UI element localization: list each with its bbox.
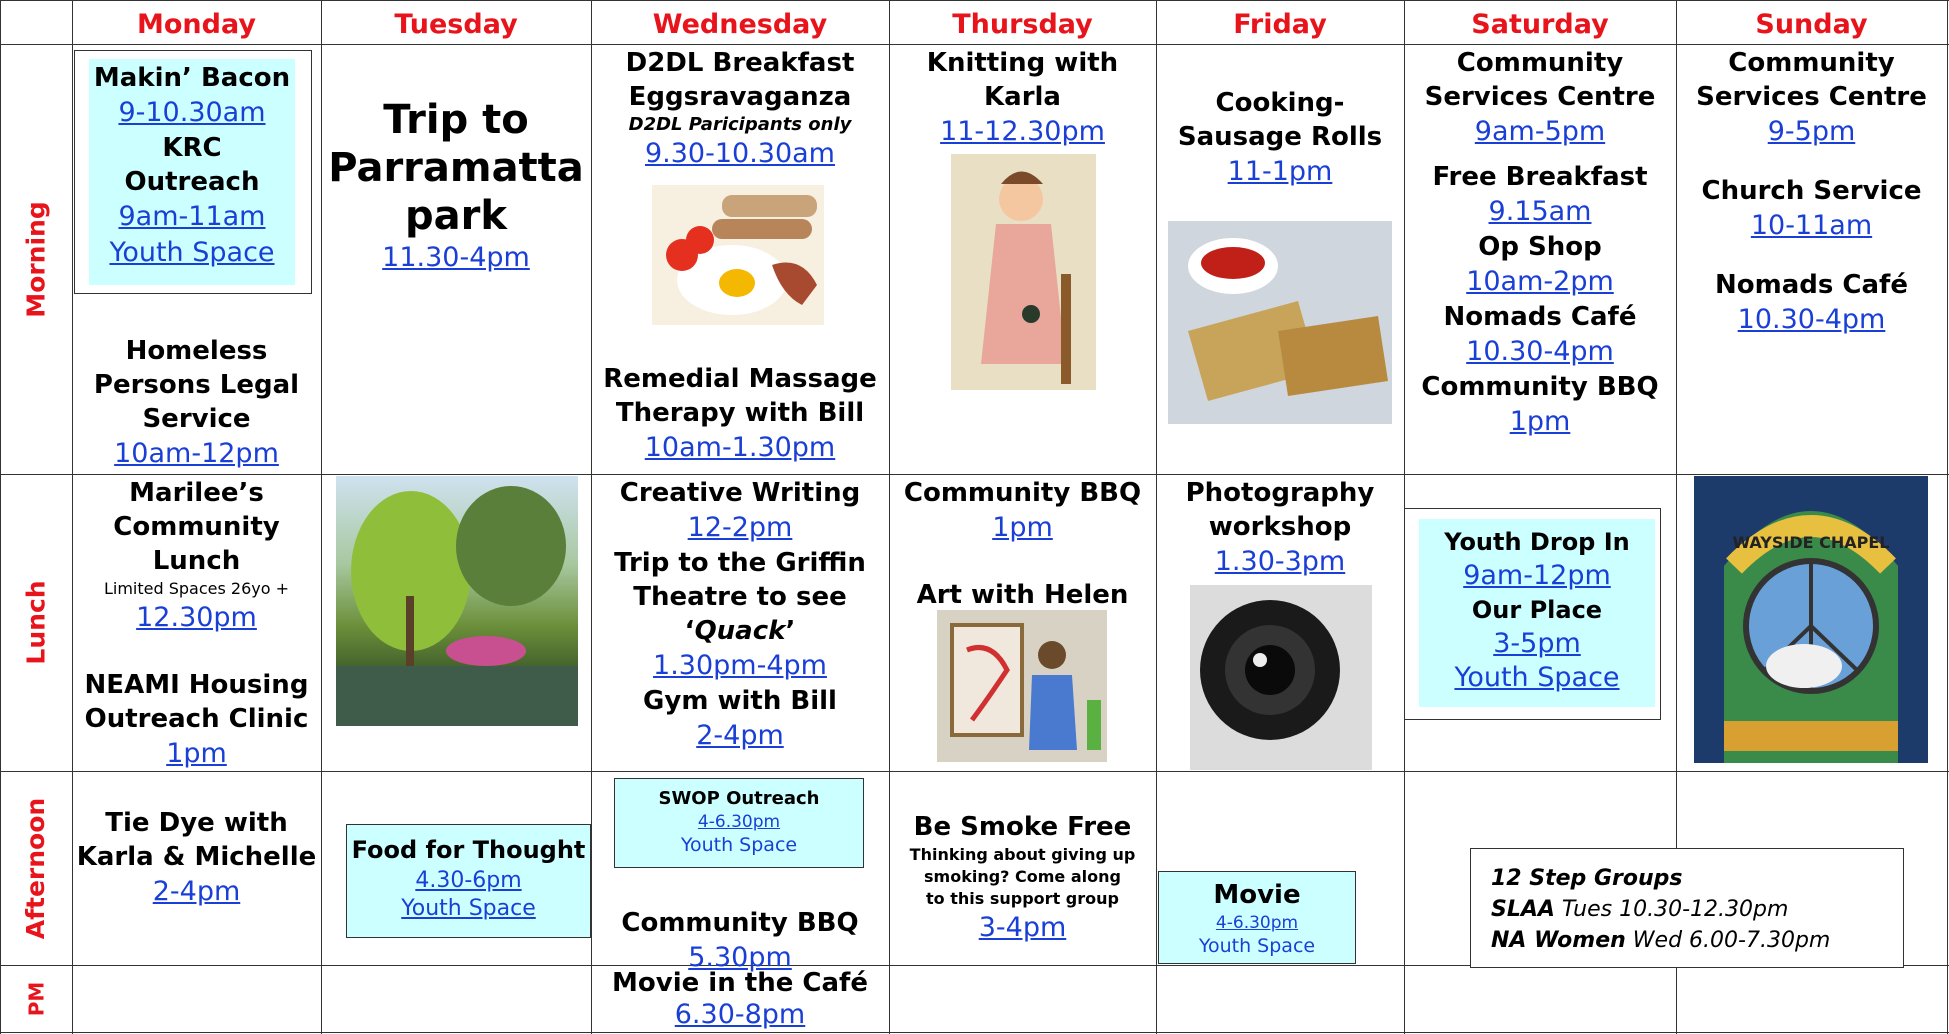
art-photo-art	[937, 610, 1107, 762]
smoke-note-line2: smoking? Come along	[924, 867, 1121, 886]
creative-writing	[591, 476, 889, 754]
row-label-afternoon: Afternoon	[21, 797, 51, 939]
wed-bbq-title: Community BBQ	[621, 908, 859, 938]
art-photo	[937, 610, 1107, 762]
swop-outreach-box	[614, 778, 864, 868]
sausage-roll-photo	[1168, 221, 1392, 424]
stained-glass-art	[1694, 476, 1928, 763]
sat-bbq-title: Community BBQ	[1421, 372, 1659, 402]
massage-line2: Therapy with Bill	[615, 398, 865, 428]
twelve-step-title: 12 Step Groups	[1491, 866, 1683, 891]
youth-drop-in-box	[1404, 508, 1661, 720]
park-photo-art	[336, 476, 578, 726]
knitting-line1: Knitting with	[926, 48, 1119, 78]
cooking-time-link[interactable]: 11-1pm	[1227, 156, 1333, 187]
row-label-morning: Morning	[21, 200, 51, 318]
movie-cafe-time-link[interactable]: 6.30-8pm	[674, 999, 806, 1030]
griffin-line3: ‘Quack’	[684, 616, 796, 646]
griffin-time-link[interactable]: 1.30pm-4pm	[653, 650, 827, 681]
smoke-time-link[interactable]: 3-4pm	[978, 912, 1067, 943]
sat-csc-line2: Services Centre	[1424, 82, 1656, 112]
movie-in-cafe	[591, 967, 889, 1031]
d2dl-note: D2DL Paricipants only	[628, 114, 852, 135]
trip-time-link[interactable]: 11.30-4pm	[382, 242, 530, 273]
trip-line3: park	[405, 193, 507, 239]
makin-bacon-title: Makin’ Bacon	[93, 63, 291, 93]
row-label-lunch: Lunch	[21, 580, 51, 665]
knitting-illustration-art	[951, 154, 1096, 390]
d2dl-time-link[interactable]: 9.30-10.30am	[644, 138, 835, 169]
our-place-title: Our Place	[1471, 596, 1603, 624]
movie-title: Movie	[1213, 880, 1301, 910]
camera-photo-art	[1190, 585, 1372, 770]
camera-photo	[1190, 585, 1372, 770]
homeless-line2: Persons Legal	[93, 370, 300, 400]
krc-outreach: Outreach	[124, 167, 260, 197]
d2dl-breakfast	[591, 46, 889, 172]
photography-workshop	[1156, 476, 1404, 580]
free-breakfast-time-link[interactable]: 9.15am	[1488, 196, 1592, 227]
gym-title: Gym with Bill	[643, 686, 837, 716]
photo-time-link[interactable]: 1.30-3pm	[1214, 546, 1346, 577]
tie-dye	[72, 806, 321, 910]
header-thursday: Thursday	[952, 9, 1093, 40]
youth-drop-time-link[interactable]: 9am-12pm	[1463, 560, 1611, 591]
tie-line2: Karla & Michelle	[76, 842, 317, 872]
twelve-step-box	[1470, 848, 1904, 968]
sat-csc-line1: Community	[1456, 48, 1624, 78]
op-shop-title: Op Shop	[1478, 232, 1602, 262]
homeless-line3: Service	[142, 404, 251, 434]
remedial-massage	[591, 362, 889, 466]
movie-cafe-title: Movie in the Café	[612, 968, 868, 998]
food-title: Food for Thought	[351, 836, 586, 864]
movie-time-link[interactable]: 4-6.30pm	[1215, 913, 1299, 933]
header-tuesday: Tuesday	[394, 9, 518, 40]
sausage-roll-photo-art	[1168, 221, 1392, 424]
krc-location-link[interactable]: Youth Space	[109, 237, 275, 268]
header-sunday: Sunday	[1755, 9, 1868, 40]
park-photo	[336, 476, 578, 726]
free-breakfast-title: Free Breakfast	[1432, 162, 1648, 192]
sat-nomads-time-link[interactable]: 10.30-4pm	[1466, 336, 1614, 367]
op-shop-time-link[interactable]: 10am-2pm	[1466, 266, 1614, 297]
food-location-link[interactable]: Youth Space	[401, 896, 536, 921]
sat-csc-time-link[interactable]: 9am-5pm	[1474, 116, 1606, 147]
d2dl-line1: D2DL Breakfast	[625, 48, 855, 78]
lunch-line3: Lunch	[152, 546, 241, 576]
griffin-line1: Trip to the Griffin	[614, 548, 866, 578]
swop-time-link[interactable]: 4-6.30pm	[697, 812, 781, 832]
smoke-title: Be Smoke Free	[913, 812, 1132, 842]
photo-line2: workshop	[1208, 512, 1352, 542]
marilees-lunch	[72, 476, 321, 636]
header-friday: Friday	[1233, 9, 1327, 40]
d2dl-line2: Eggsravaganza	[628, 82, 852, 112]
neami-line1: NEAMI Housing	[84, 670, 309, 700]
stained-glass-image	[1694, 476, 1928, 763]
krc-time-link[interactable]: 9am-11am	[118, 201, 266, 232]
krc-title: KRC	[162, 133, 222, 163]
photo-line1: Photography	[1185, 478, 1375, 508]
sun-csc-line2: Services Centre	[1696, 82, 1927, 112]
food-time-link[interactable]: 4.30-6pm	[415, 868, 522, 893]
trip-parramatta	[321, 96, 591, 276]
header-monday: Monday	[137, 9, 256, 40]
youth-drop-title: Youth Drop In	[1444, 528, 1630, 556]
sat-bbq-time-link[interactable]: 1pm	[1509, 406, 1571, 437]
chapel-lettering: WAYSIDE CHAPEL	[1732, 533, 1890, 552]
massage-line1: Remedial Massage	[603, 364, 877, 394]
cooking-sausage-rolls	[1156, 86, 1404, 190]
knitting-illustration	[951, 154, 1096, 390]
swop-title: SWOP Outreach	[658, 788, 820, 809]
makin-bacon-time-link[interactable]: 9-10.30am	[118, 97, 266, 128]
thu-bbq-title: Community BBQ	[903, 478, 1142, 508]
sun-csc-time-link[interactable]: 9-5pm	[1767, 116, 1856, 147]
griffin-line2: Theatre to see	[633, 582, 847, 612]
neami-clinic	[72, 668, 321, 772]
cooking-line2: Sausage Rolls	[1177, 122, 1383, 152]
homeless-legal-service	[72, 334, 321, 472]
knitting-time-link[interactable]: 11-12.30pm	[940, 116, 1105, 147]
swop-location: Youth Space	[680, 834, 798, 856]
church-time-link[interactable]: 10-11am	[1750, 210, 1873, 241]
neami-time-link[interactable]: 1pm	[166, 738, 227, 769]
massage-time-link[interactable]: 10am-1.30pm	[644, 432, 836, 463]
movie-location: Youth Space	[1198, 935, 1316, 957]
tie-line1: Tie Dye with	[105, 808, 288, 838]
sun-csc-line1: Community	[1728, 48, 1895, 78]
lunch-line2: Community	[113, 512, 280, 542]
tie-time-link[interactable]: 2-4pm	[152, 876, 241, 907]
knitting-with-karla	[889, 46, 1156, 150]
saturday-morning	[1404, 46, 1676, 440]
art-title: Art with Helen	[916, 580, 1129, 610]
slaa-line: SLAA Tues 10.30-12.30pm	[1491, 897, 1789, 922]
knitting-line2: Karla	[984, 82, 1061, 112]
our-place-location-link[interactable]: Youth Space	[1454, 662, 1620, 693]
trip-line1: Trip to	[383, 97, 529, 143]
wed-community-bbq	[591, 906, 889, 976]
header-wednesday: Wednesday	[652, 9, 828, 40]
our-place-time-link[interactable]: 3-5pm	[1493, 628, 1581, 659]
writing-title: Creative Writing	[619, 478, 861, 508]
sunday-morning	[1676, 46, 1947, 338]
sat-nomads-title: Nomads Café	[1443, 302, 1637, 332]
movie-box	[1158, 871, 1356, 964]
na-women-line: NA Women Wed 6.00-7.30pm	[1491, 928, 1831, 953]
smoke-note-line3: to this support group	[926, 889, 1119, 908]
sun-nomads-time-link[interactable]: 10.30-4pm	[1737, 304, 1886, 335]
smoke-note-line1: Thinking about giving up	[909, 845, 1136, 864]
wed-bbq-time-link[interactable]: 5.30pm	[688, 942, 792, 973]
sun-nomads-title: Nomads Café	[1715, 270, 1908, 300]
breakfast-photo-art	[652, 185, 824, 325]
row-label-pm: PM	[24, 981, 48, 1016]
church-title: Church Service	[1701, 176, 1922, 206]
gym-time-link[interactable]: 2-4pm	[696, 720, 784, 751]
homeless-line1: Homeless	[125, 336, 268, 366]
breakfast-photo	[652, 185, 824, 325]
thu-community-bbq	[889, 476, 1156, 546]
art-with-helen	[889, 578, 1156, 612]
lunch-time-link[interactable]: 12.30pm	[136, 602, 257, 633]
neami-line2: Outreach Clinic	[84, 704, 309, 734]
trip-line2: Parramatta	[328, 145, 584, 191]
homeless-time-link[interactable]: 10am-12pm	[114, 438, 279, 469]
cooking-line1: Cooking-	[1215, 88, 1345, 118]
thu-bbq-time-link[interactable]: 1pm	[992, 512, 1053, 543]
be-smoke-free	[889, 810, 1156, 946]
lunch-line1: Marilee’s	[129, 478, 264, 508]
lunch-note: Limited Spaces 26yo +	[103, 579, 290, 598]
makin-bacon-box	[74, 50, 312, 294]
food-for-thought-box	[346, 824, 591, 938]
header-saturday: Saturday	[1471, 9, 1609, 40]
writing-time-link[interactable]: 12-2pm	[687, 512, 793, 543]
